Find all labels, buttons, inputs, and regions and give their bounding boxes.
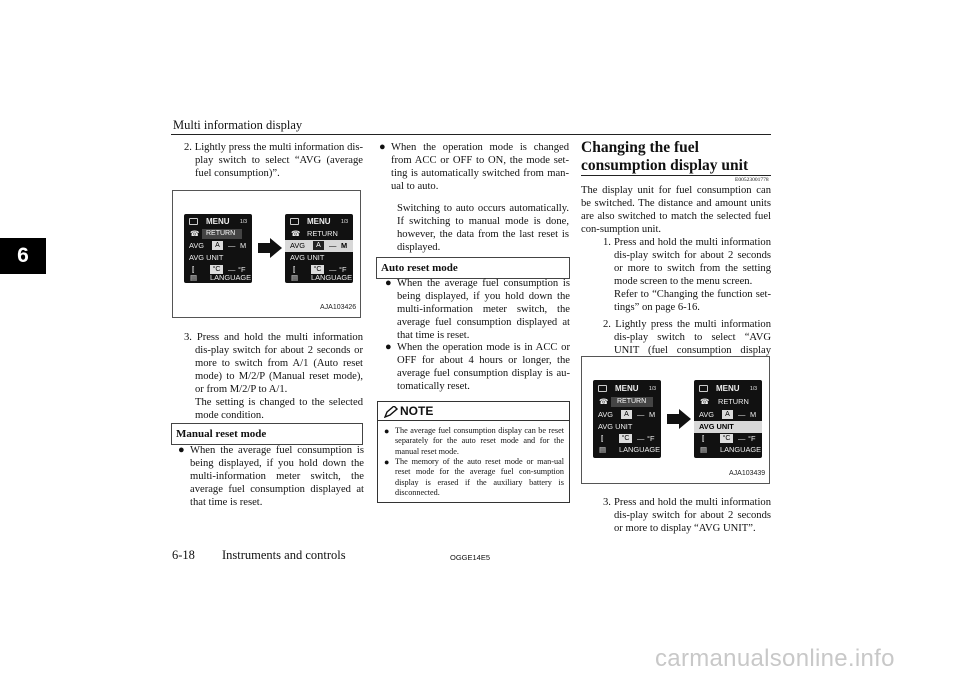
bullet-icon: ●: [379, 141, 386, 153]
screen-menu-label: MENU: [206, 217, 230, 226]
screen-avg-box: A: [621, 410, 632, 419]
screen-avg-unit-row: [593, 421, 661, 433]
phone-icon: ☎: [599, 397, 609, 406]
manual-reset-bullet: [178, 444, 364, 509]
language-icon: ▤: [700, 445, 707, 454]
display-screen-after: [285, 214, 353, 283]
screen-avg-dash: —: [738, 410, 746, 419]
screen-temp-f: °F: [748, 434, 756, 443]
note-item-2: [384, 457, 564, 499]
screen-menu-label: MENU: [615, 384, 639, 393]
step-1-text: 1. Press and hold the multi information dis-play switch for about 2 seconds or more to switch from the setting mode screen to the menu screen.: [603, 237, 771, 287]
footer-doc-code: OGGE14E5: [450, 553, 491, 562]
screen-temp-dash: —: [637, 434, 645, 443]
screen-avg-row: [184, 240, 252, 252]
screen-avg-unit-row-selected: [694, 421, 762, 433]
bullet-icon: ●: [385, 341, 392, 353]
screen-page-indicator: 1/3: [341, 219, 348, 225]
figure-code: AJA103426: [320, 304, 357, 311]
screen-avg-m: M: [649, 410, 656, 419]
screen-avg-row: [694, 409, 762, 421]
screen-menu-row: [593, 383, 661, 395]
screen-avg-dash: —: [329, 241, 337, 250]
auto-reset-bullet-1: [385, 277, 570, 342]
screen-temp-dash: —: [329, 265, 337, 274]
thermometer-icon: ⫿: [192, 265, 195, 274]
screen-temp-f: °F: [339, 265, 347, 274]
screen-avg-unit-row: [285, 252, 353, 264]
note-text-1: The average fuel consumption display can be reset separately for the auto reset mode and for the manual reset mode.: [395, 426, 564, 456]
note-rule: [378, 420, 569, 421]
auto-reset-text-1: When the average fuel consumption is being displayed, if you hold down the multi-information meter switch, the average fuel consumption displayed at that time is reset.: [397, 278, 570, 341]
screen-return-label: RETURN: [307, 229, 338, 238]
screen-avg-box: A: [722, 410, 733, 419]
manual-reset-heading: Manual reset mode: [171, 423, 363, 445]
screen-return-row: [694, 396, 762, 408]
step-1-reference: Refer to “Changing the function set-tings” on page 6-16.: [614, 289, 771, 313]
thermometer-icon: ⫿: [702, 434, 705, 443]
screen-language-label: LANGUAGE: [720, 445, 762, 454]
acc-mode-text: When the operation mode is changed from ACC or OFF to ON, the mode set-ting is automatically switched from man-ual to auto.: [391, 142, 569, 192]
step-3-text: 3. Press and hold the multi information dis-play switch for about 2 seconds or more to switch from A/1 (Auto reset mode) to M/2/P (Manual reset mode), or from M/2/P to A/1.: [184, 332, 363, 395]
thermometer-icon: ⫿: [601, 434, 604, 443]
step-3-reset-mode: [184, 331, 363, 422]
screen-avg-unit-label: AVG UNIT: [598, 422, 633, 431]
screen-language-row: [694, 444, 762, 456]
screen-page-indicator: 1/3: [750, 386, 757, 392]
screen-avg-unit-label: AVG UNIT: [189, 253, 224, 262]
screen-avg-label: AVG: [189, 241, 205, 250]
screen-temp-dash: —: [738, 434, 746, 443]
figure-avg-unit-select: [581, 356, 770, 484]
screen-menu-row: [285, 216, 353, 228]
screen-avg-label: AVG: [598, 410, 614, 419]
acc-mode-bullet: [379, 141, 569, 193]
screen-avg-dash: —: [228, 241, 236, 250]
screen-return-row: [285, 228, 353, 240]
thermometer-icon: ⫿: [293, 265, 296, 274]
screen-temp-dash: —: [228, 265, 236, 274]
menu-icon: [598, 385, 607, 392]
screen-avg-row-selected: [285, 240, 353, 252]
phone-icon: ☎: [291, 229, 301, 238]
screen-temp-f: °F: [647, 434, 655, 443]
screen-avg-m: M: [750, 410, 757, 419]
screen-return-row: [184, 228, 252, 240]
screen-language-label: LANGUAGE: [210, 273, 252, 282]
note-text-2: The memory of the auto reset mode or man-ual reset mode for the average fuel con-sumption display is erased if the auxiliary battery is disconnected.: [395, 457, 564, 498]
screen-menu-row: [184, 216, 252, 228]
step-2-select-avg-unit: 2. Lightly press the multi information dis-play switch to select “AVG UNIT (fuel consumption display: [603, 319, 771, 356]
note-item-1: [384, 426, 564, 457]
figure-code: AJA103439: [729, 470, 766, 477]
screen-temp-f: °F: [238, 265, 246, 274]
note-pencil-icon: [384, 406, 398, 418]
figure-avg-select: [172, 190, 361, 318]
screen-avg-row: [593, 409, 661, 421]
footer-section: Instruments and controls: [222, 548, 346, 562]
screen-avg-unit-row: [184, 252, 252, 264]
menu-icon: [699, 385, 708, 392]
section-title: Changing the fuel consumption display unit: [581, 139, 749, 174]
step-2-select-avg: 2. Lightly press the multi information dis-play switch to select “AVG (average fuel consumption)”.: [184, 142, 363, 179]
screen-return-label: RETURN: [611, 397, 653, 407]
screen-return-row: [593, 396, 661, 408]
display-screen-before: [184, 214, 252, 283]
step-3-result: The setting is changed to the selected mode condition.: [195, 397, 363, 421]
screen-avg-unit-label: AVG UNIT: [699, 422, 734, 431]
header-rule: [171, 134, 771, 135]
auto-reset-text-2: When the operation mode is in ACC or OFF for about 4 hours or longer, the average fuel consumption display is au-tomatically reset.: [397, 342, 570, 392]
screen-avg-m: M: [240, 241, 247, 250]
bullet-icon: ●: [385, 277, 392, 289]
screen-language-label: LANGUAGE: [619, 445, 661, 454]
screen-language-row: [184, 272, 252, 284]
screen-menu-label: MENU: [716, 384, 740, 393]
screen-avg-dash: —: [637, 410, 645, 419]
footer-page-number: 6-18: [172, 548, 195, 562]
bullet-icon: ●: [384, 457, 390, 467]
screen-avg-label: AVG: [290, 241, 306, 250]
note-label: NOTE: [400, 404, 434, 418]
screen-page-indicator: 1/3: [649, 386, 656, 392]
screen-avg-unit-label: AVG UNIT: [290, 253, 325, 262]
right-arrow-icon: [258, 238, 282, 258]
language-icon: ▤: [599, 445, 606, 454]
step-3-display-avg-unit: 3. Press and hold the multi information dis-play switch for about 2 seconds or more to display “AVG UNIT”.: [603, 497, 771, 534]
screen-temp-box: °C: [619, 434, 632, 443]
screen-return-label: RETURN: [202, 229, 242, 239]
auto-reset-bullet-2: [385, 341, 570, 393]
auto-reset-heading: Auto reset mode: [376, 257, 570, 279]
language-icon: ▤: [291, 273, 298, 282]
screen-temp-box: °C: [720, 434, 733, 443]
display-screen-after: [694, 380, 762, 458]
screen-page-indicator: 1/3: [240, 219, 247, 225]
screen-temp-box: °C: [210, 265, 223, 274]
screen-avg-m: M: [341, 241, 348, 250]
screen-return-label: RETURN: [718, 397, 749, 406]
bullet-icon: ●: [384, 426, 390, 436]
note-box: [377, 401, 570, 503]
display-screen-before: [593, 380, 661, 458]
phone-icon: ☎: [190, 229, 200, 238]
bullet-icon: ●: [178, 444, 185, 456]
section-rule: [581, 175, 771, 176]
screen-avg-box: A: [212, 241, 223, 250]
screen-avg-box: A: [313, 241, 324, 250]
screen-temp-box: °C: [311, 265, 324, 274]
intro-paragraph: The display unit for fuel consumption can be switched. The distance and amount units are also switched to match the selected fuel con-sumption unit.: [581, 185, 771, 235]
language-icon: ▤: [190, 273, 197, 282]
switch-auto-paragraph: Switching to auto occurs automatically. If switching to manual mode is done, however, the data from the last reset is displayed.: [397, 203, 569, 253]
page-header-title: Multi information display: [173, 118, 303, 132]
right-arrow-icon: [667, 409, 691, 429]
section-code: E00523001778: [735, 177, 769, 183]
screen-menu-row: [694, 383, 762, 395]
screen-avg-label: AVG: [699, 410, 715, 419]
menu-icon: [290, 218, 299, 225]
manual-reset-text: When the average fuel consumption is being displayed, if you hold down the multi-information meter switch, the average fuel consumption displayed at that time is reset.: [190, 445, 364, 508]
chapter-tab: 6: [0, 238, 46, 274]
screen-menu-label: MENU: [307, 217, 331, 226]
screen-language-row: [285, 272, 353, 284]
menu-icon: [189, 218, 198, 225]
phone-icon: ☎: [700, 397, 710, 406]
screen-language-row: [593, 444, 661, 456]
watermark: carmanualsonline.info: [655, 645, 895, 672]
screen-language-label: LANGUAGE: [311, 273, 353, 282]
step-1-menu-screen: [603, 236, 771, 314]
